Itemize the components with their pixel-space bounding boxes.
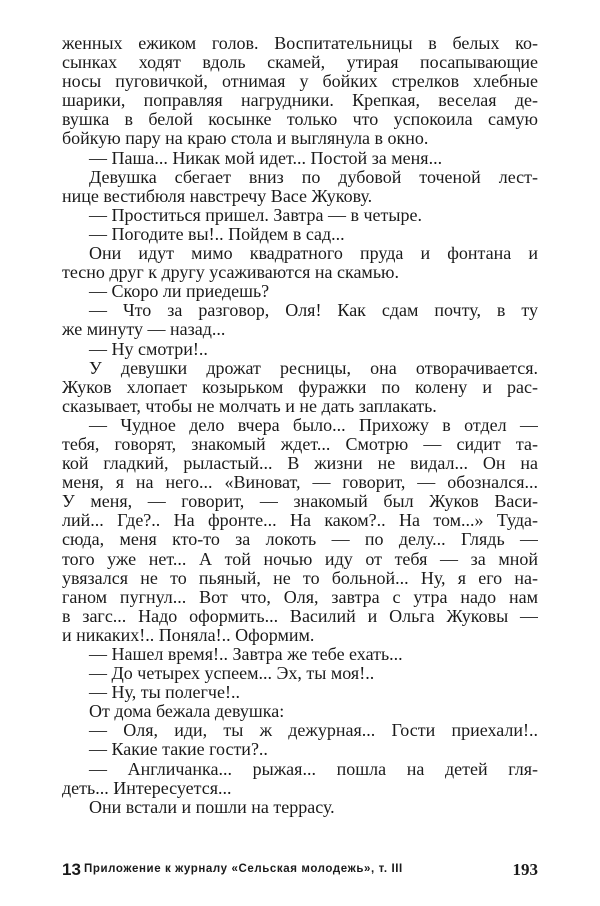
text-line: носы пуговичкой, отнимая у бойких стрелков хлебные: [62, 72, 538, 92]
text-line: — Оля, иди, ты ж дежурная... Гости приехали!..: [89, 721, 538, 741]
text-line: От дома бежала девушка:: [89, 701, 285, 722]
text-line: вушка в белой косынке только что успокоила самую: [62, 110, 538, 130]
running-footer: Приложение к журналу «Сельская молодежь», т. III: [84, 863, 403, 875]
text-line: деть... Интересуется...: [62, 777, 232, 798]
page-body-text: [62, 34, 538, 817]
text-line: Девушка сбегает вниз по дубовой точеной лест-: [89, 167, 538, 187]
text-line: — Проститься пришел. Завтра — в четыре.: [89, 204, 422, 225]
text-line: кой гладкий, рыластый... В жизни не видал... Он на: [62, 454, 538, 474]
text-line: — Скоро ли приедешь?: [89, 281, 270, 302]
text-line: того уже нет... А той ночью иду от тебя — за мной: [62, 549, 538, 569]
text-line: — Англичанка... рыжая... пошла на детей гля-: [89, 759, 538, 779]
text-line: — Нашел время!.. Завтра же тебе ехать...: [89, 644, 403, 664]
text-line: сынках ходят вдоль скамей, утирая посапывающие: [62, 53, 538, 73]
text-line: тесно друг к другу усаживаются на скамью.: [62, 262, 399, 283]
text-line: — Что за разговор, Оля! Как сдам почту, в ту: [89, 301, 538, 321]
text-line: тебя, говорят, знакомый ждет... Смотрю — сидит та-: [62, 434, 538, 454]
text-line: меня, я на него... «Виноват, — говорит, — обознался...: [62, 473, 538, 493]
text-line: бойкую пару на краю стола и выглянула в окно.: [62, 128, 429, 149]
text-line: — Чудное дело вчера было... Прихожу в отдел —: [89, 415, 538, 435]
text-line: — До четырех успеем... Эх, ты моя!..: [89, 663, 375, 684]
text-line: У меня, — говорит, — знакомый был Жуков Васи-: [62, 492, 538, 512]
text-line: и никаких!.. Поняла!.. Оформим.: [62, 624, 315, 645]
text-line: же минуту — назад...: [62, 319, 226, 340]
text-line: ганом пугнул... Вот что, Оля, завтра с утра надо нам: [62, 587, 538, 607]
text-line: — Ну смотри!..: [89, 338, 208, 359]
text-line: Жуков хлопает козырьком фуражки по колену и рас-: [62, 377, 538, 397]
signature-mark: 13: [62, 860, 81, 879]
text-line: Они встали и пошли на террасу.: [89, 796, 335, 817]
text-line: — Погодите вы!.. Пойдем в сад...: [89, 223, 345, 244]
text-line: шарики, поправляя нагрудники. Крепкая, веселая де-: [62, 91, 538, 111]
page-footer: [62, 860, 538, 880]
text-line: — Ну, ты полегче!..: [89, 682, 240, 703]
text-line: — Какие такие гости?..: [89, 739, 268, 760]
text-line: Они идут мимо квадратного пруда и фонтана и: [89, 244, 538, 264]
text-line: увязался не то пьяный, не то больной... Ну, я его на-: [62, 568, 538, 588]
text-line: в загс... Надо оформить... Василий и Ольга Жуковы —: [62, 606, 538, 626]
page-number: 193: [512, 860, 538, 879]
text-line: женных ежиком голов. Воспитательницы в белых ко-: [62, 34, 538, 53]
text-line: У девушки дрожат ресницы, она отворачивается.: [89, 358, 538, 378]
text-line: нице вестибюля навстречу Васе Жукову.: [62, 185, 373, 206]
text-line: сказывает, чтобы не молчать и не дать заплакать.: [62, 395, 437, 416]
text-line: — Паша... Никак мой идет... Постой за меня...: [89, 147, 443, 168]
text-line: лий... Где?.. На фронте... На каком?.. На том...» Туда-: [62, 511, 538, 531]
text-line: сюда, меня кто-то за локоть — по делу... Глядь —: [62, 530, 538, 550]
